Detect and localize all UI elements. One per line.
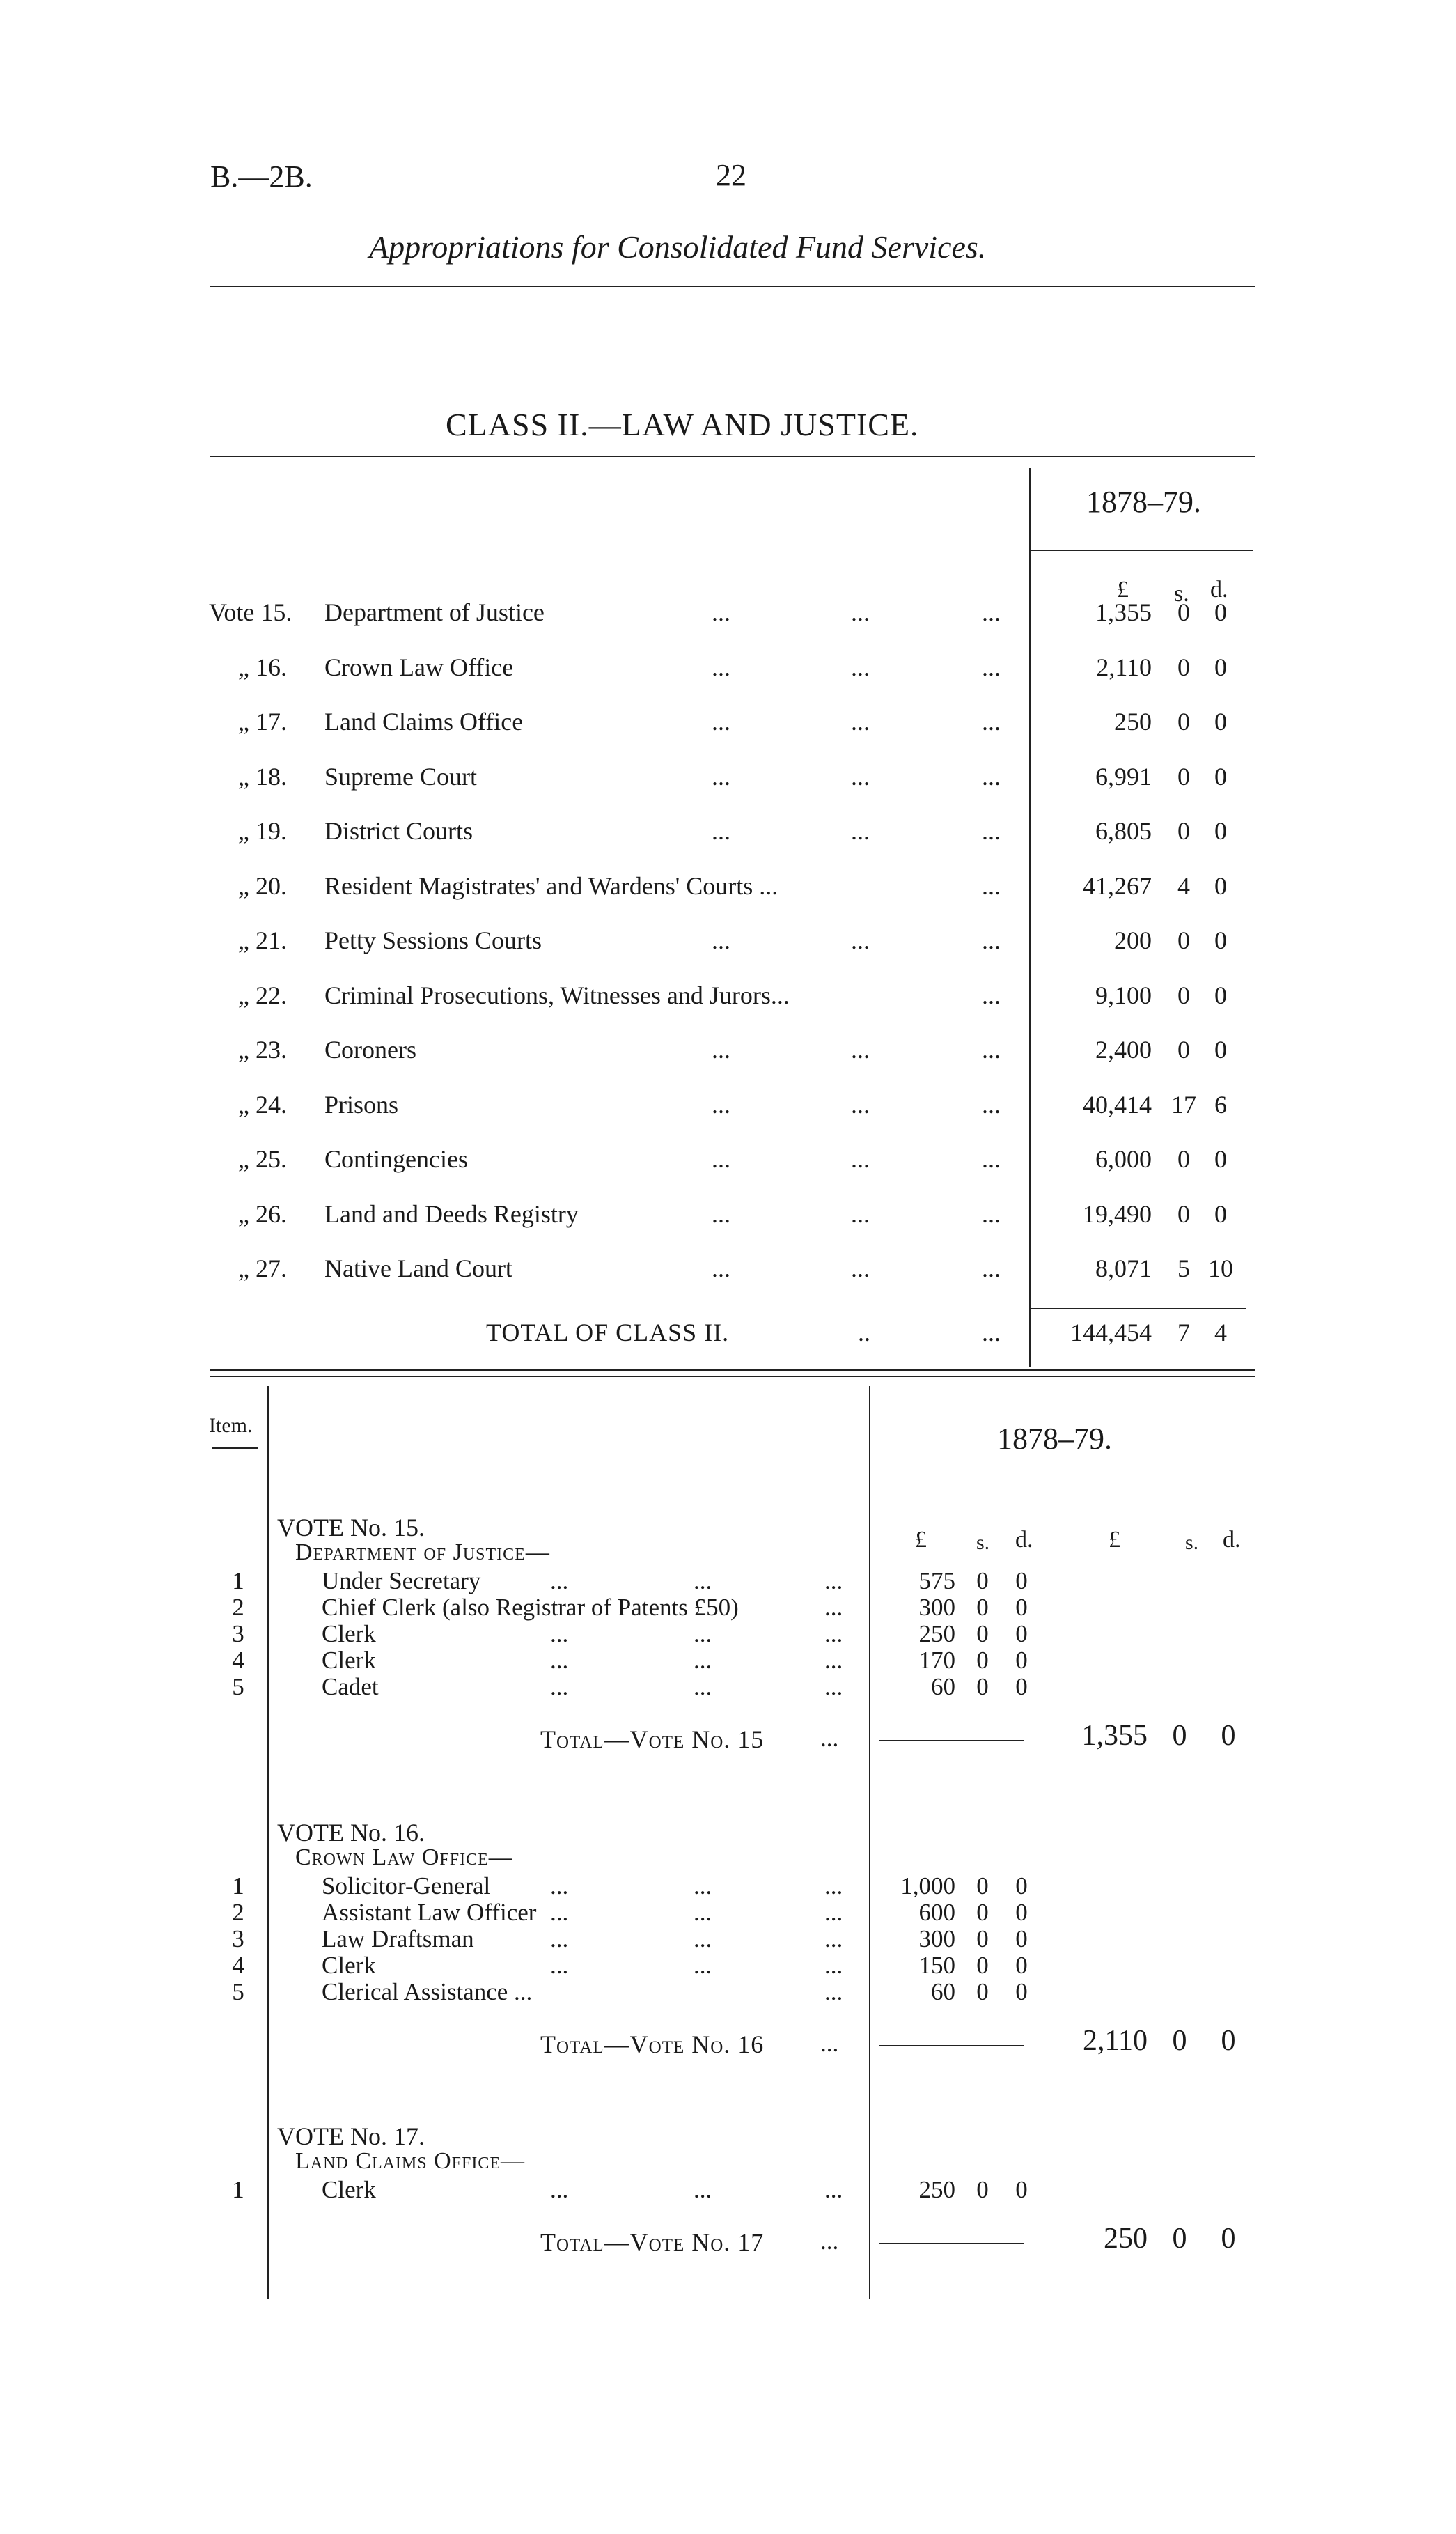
summary-unit-pounds: £ (1117, 577, 1129, 603)
item-pounds: 300 (918, 1594, 955, 1621)
summary-pounds: 9,100 (1095, 981, 1152, 1009)
item-shillings: 0 (976, 1925, 989, 1952)
vote-heading: VOTE No. 17. (277, 2122, 425, 2150)
item-dots: ... (824, 1872, 843, 1899)
item-shillings: 0 (976, 1952, 989, 1979)
summary-vote-label: „ 25. (238, 1145, 287, 1173)
summary-row (209, 1254, 1253, 1296)
summary-pence: 0 (1214, 1145, 1227, 1173)
item-dots: ... (824, 1620, 843, 1647)
detail-unit-shillings-b: s. (1185, 1531, 1199, 1554)
item-pence: 0 (1015, 1620, 1028, 1647)
summary-dots: ... (982, 1036, 1001, 1064)
item-pence: 0 (1015, 1925, 1028, 1952)
summary-vote-label: „ 17. (238, 708, 287, 736)
item-number: 1 (232, 1567, 244, 1594)
summary-year-rule (1031, 550, 1253, 551)
item-pounds: 1,000 (900, 1872, 955, 1899)
summary-vote-title: Supreme Court (324, 762, 477, 791)
summary-dots: ... (712, 1254, 730, 1282)
summary-top-rule (210, 456, 1255, 457)
summary-dots: ... (982, 981, 1001, 1009)
summary-pounds: 6,805 (1095, 817, 1152, 845)
vote-total-pence: 0 (1221, 2223, 1236, 2255)
detail-unit-shillings-a: s. (976, 1531, 990, 1554)
item-dots: ... (694, 1647, 712, 1674)
item-dots: ... (694, 1952, 712, 1979)
summary-vote-title: Petty Sessions Courts (324, 926, 542, 954)
summary-dots: ... (712, 708, 730, 736)
summary-dots: ... (712, 1090, 730, 1119)
summary-total-shillings: 7 (1177, 1319, 1190, 1346)
summary-dots: ... (851, 1199, 870, 1228)
summary-vote-title: Land Claims Office (324, 708, 524, 736)
item-description: Clerical Assistance ... (322, 1978, 533, 2005)
detail-unit-pounds-a: £ (915, 1527, 927, 1553)
item-pounds: 250 (918, 1620, 955, 1647)
summary-shillings: 0 (1177, 598, 1190, 626)
summary-pounds: 8,071 (1095, 1254, 1152, 1282)
item-description: Under Secretary (322, 1567, 481, 1594)
summary-dots: ... (712, 1199, 730, 1228)
item-dots: ... (824, 2176, 843, 2203)
summary-row (209, 871, 1253, 913)
summary-row (209, 1035, 1253, 1077)
summary-dots: ... (982, 1254, 1001, 1282)
item-pence: 0 (1015, 1899, 1028, 1926)
summary-vote-label: „ 20. (238, 871, 287, 900)
summary-shillings: 0 (1177, 1199, 1190, 1228)
item-pence: 0 (1015, 1647, 1028, 1674)
summary-dots: ... (851, 708, 870, 736)
item-pence: 0 (1015, 1952, 1028, 1979)
summary-vote-title: Prisons (324, 1090, 399, 1119)
summary-shillings: 0 (1177, 981, 1190, 1009)
summary-dots: ... (851, 926, 870, 954)
summary-shillings: 5 (1177, 1254, 1190, 1282)
vote-total-pence: 0 (1221, 1720, 1236, 1752)
item-number: 2 (232, 1899, 244, 1926)
item-shillings: 0 (976, 1594, 989, 1621)
item-dots: ... (824, 1925, 843, 1952)
summary-dots: ... (982, 762, 1001, 791)
item-shillings: 0 (976, 1872, 989, 1899)
detail-item-header-rule (212, 1447, 258, 1449)
summary-vote-label: Vote 15. (209, 598, 292, 626)
summary-row (209, 707, 1253, 749)
item-pence: 0 (1015, 1567, 1028, 1594)
summary-pence: 0 (1214, 817, 1227, 845)
document-reference: B.—2B. (210, 160, 313, 194)
vote-total-pounds: 2,110 (1083, 2025, 1148, 2057)
item-dots: ... (694, 1899, 712, 1926)
summary-row (209, 981, 1253, 1023)
item-dots: ... (550, 1647, 569, 1674)
summary-row (209, 598, 1253, 639)
item-shillings: 0 (976, 1899, 989, 1926)
summary-pence: 0 (1214, 653, 1227, 681)
item-description: Law Draftsman (322, 1925, 474, 1952)
item-number: 4 (232, 1647, 244, 1674)
item-number: 3 (232, 1620, 244, 1647)
summary-shillings: 0 (1177, 817, 1190, 845)
summary-row (209, 816, 1253, 858)
summary-vote-title: Resident Magistrates' and Wardens' Courts ... (324, 871, 778, 900)
summary-pounds: 200 (1114, 926, 1152, 954)
vote-department: Land Claims Office— (295, 2148, 526, 2174)
item-number: 1 (232, 2176, 244, 2203)
item-dots: ... (550, 1952, 569, 1979)
summary-dots: ... (851, 653, 870, 681)
item-dots: ... (550, 2176, 569, 2203)
vote-total-label: Total—Vote No. 16 (540, 2030, 765, 2058)
item-dots: ... (824, 1952, 843, 1979)
summary-dots: ... (851, 1090, 870, 1119)
summary-pounds: 40,414 (1083, 1090, 1152, 1119)
item-dots: ... (824, 1978, 843, 2005)
summary-pounds: 6,991 (1095, 762, 1152, 791)
summary-pence: 0 (1214, 762, 1227, 791)
summary-unit-pence: d. (1210, 577, 1228, 603)
summary-shillings: 0 (1177, 1036, 1190, 1064)
summary-total-dots-b: ... (982, 1319, 1001, 1346)
item-dots: ... (694, 1620, 712, 1647)
vote-department: Department of Justice— (295, 1539, 550, 1565)
summary-vote-label: „ 19. (238, 817, 287, 845)
item-dots: ... (550, 1673, 569, 1700)
item-dots: ... (550, 1925, 569, 1952)
item-pence: 0 (1015, 1594, 1028, 1621)
item-shillings: 0 (976, 1567, 989, 1594)
item-dots: ... (694, 1673, 712, 1700)
summary-dots: ... (712, 653, 730, 681)
summary-pence: 0 (1214, 871, 1227, 900)
vote-total-shillings: 0 (1172, 2025, 1187, 2057)
item-number: 2 (232, 1594, 244, 1621)
vote-total-dots: ... (820, 2030, 839, 2057)
vote-total-rule (879, 2243, 1024, 2244)
vote-department: Crown Law Office— (295, 1844, 513, 1870)
item-description: Assistant Law Officer (322, 1899, 537, 1926)
item-dots: ... (694, 1872, 712, 1899)
vote-total-label: Total—Vote No. 17 (540, 2228, 765, 2256)
vote-total-label: Total—Vote No. 15 (540, 1725, 765, 1753)
summary-pence: 6 (1214, 1090, 1227, 1119)
summary-dots: ... (851, 598, 870, 626)
summary-vote-label: „ 23. (238, 1036, 287, 1064)
summary-total-rule (1031, 1308, 1246, 1309)
summary-pounds: 2,400 (1095, 1036, 1152, 1064)
item-number: 1 (232, 1872, 244, 1899)
item-description: Chief Clerk (also Registrar of Patents £50) (322, 1594, 739, 1621)
item-description: Solicitor-General (322, 1872, 491, 1899)
summary-pence: 0 (1214, 1036, 1227, 1064)
vote-heading: VOTE No. 16. (277, 1819, 425, 1847)
detail-unit-pence-b: d. (1223, 1527, 1241, 1553)
item-shillings: 0 (976, 1647, 989, 1674)
item-dots: ... (550, 1899, 569, 1926)
vote-total-dots: ... (820, 1725, 839, 1752)
summary-vote-title: Department of Justice (324, 598, 545, 626)
item-description: Clerk (322, 1647, 376, 1674)
item-description: Clerk (322, 2176, 376, 2203)
summary-pence: 0 (1214, 598, 1227, 626)
summary-vote-title: Coroners (324, 1036, 416, 1064)
item-pence: 0 (1015, 1673, 1028, 1700)
summary-row (209, 762, 1253, 804)
item-shillings: 0 (976, 1673, 989, 1700)
summary-pence: 10 (1208, 1254, 1233, 1282)
item-pence: 0 (1015, 1872, 1028, 1899)
summary-vote-title: Native Land Court (324, 1254, 512, 1282)
summary-total-dots-a: .. (858, 1319, 870, 1346)
item-description: Clerk (322, 1620, 376, 1647)
summary-dots: ... (851, 1145, 870, 1173)
item-pounds: 600 (918, 1899, 955, 1926)
item-pence: 0 (1015, 1978, 1028, 2005)
summary-shillings: 0 (1177, 1145, 1190, 1173)
summary-dots: ... (851, 817, 870, 845)
vote-total-rule (879, 2045, 1024, 2046)
summary-dots: ... (982, 1145, 1001, 1173)
summary-pence: 0 (1214, 981, 1227, 1009)
summary-dots: ... (982, 871, 1001, 900)
item-description: Clerk (322, 1952, 376, 1979)
item-dots: ... (694, 1925, 712, 1952)
vote-total-rule (879, 1740, 1024, 1741)
vote-heading: VOTE No. 15. (277, 1514, 425, 1541)
item-pounds: 150 (918, 1952, 955, 1979)
summary-pounds: 250 (1114, 708, 1152, 736)
summary-total-pence: 4 (1214, 1319, 1227, 1346)
header-rule (210, 286, 1255, 287)
summary-row (209, 1090, 1253, 1132)
summary-pounds: 19,490 (1083, 1199, 1152, 1228)
item-pounds: 575 (918, 1567, 955, 1594)
item-description: Cadet (322, 1673, 379, 1700)
detail-unit-pounds-b: £ (1109, 1527, 1120, 1553)
item-dots: ... (550, 1567, 569, 1594)
summary-vote-title: Criminal Prosecutions, Witnesses and Jurors... (324, 981, 790, 1009)
item-pounds: 60 (931, 1673, 955, 1700)
vote-total-dots: ... (820, 2228, 839, 2255)
item-number: 5 (232, 1978, 244, 2005)
summary-dots: ... (712, 926, 730, 954)
item-dots: ... (824, 1567, 843, 1594)
item-dots: ... (550, 1872, 569, 1899)
summary-vote-label: „ 24. (238, 1090, 287, 1119)
summary-shillings: 0 (1177, 762, 1190, 791)
summary-dots: ... (712, 817, 730, 845)
summary-year: 1878–79. (1086, 485, 1201, 519)
item-dots: ... (550, 1620, 569, 1647)
item-dots: ... (824, 1899, 843, 1926)
summary-dots: ... (982, 1090, 1001, 1119)
section-double-rule-bottom (210, 1376, 1255, 1377)
summary-row (209, 653, 1253, 694)
item-dots: ... (824, 1647, 843, 1674)
summary-vote-title: Contingencies (324, 1145, 468, 1173)
summary-dots: ... (982, 653, 1001, 681)
summary-pounds: 1,355 (1095, 598, 1152, 626)
summary-vote-label: „ 21. (238, 926, 287, 954)
summary-vote-label: „ 22. (238, 981, 287, 1009)
page-subtitle: Appropriations for Consolidated Fund Services. (369, 229, 987, 265)
summary-pounds: 6,000 (1095, 1145, 1152, 1173)
summary-shillings: 0 (1177, 708, 1190, 736)
summary-vote-label: „ 18. (238, 762, 287, 791)
item-number: 4 (232, 1952, 244, 1979)
item-pounds: 300 (918, 1925, 955, 1952)
class-title: CLASS II.—LAW AND JUSTICE. (446, 407, 919, 442)
item-shillings: 0 (976, 1978, 989, 2005)
summary-dots: ... (982, 598, 1001, 626)
detail-item-column-rule (267, 1386, 269, 2299)
summary-vote-title: Land and Deeds Registry (324, 1199, 579, 1228)
vote-total-pounds: 1,355 (1081, 1720, 1148, 1752)
detail-amount-column-rule (869, 1386, 870, 2299)
summary-dots: ... (851, 762, 870, 791)
summary-vote-title: Crown Law Office (324, 653, 514, 681)
summary-dots: ... (982, 1199, 1001, 1228)
item-pounds: 170 (918, 1647, 955, 1674)
item-shillings: 0 (976, 2176, 989, 2203)
summary-vote-label: „ 16. (238, 653, 287, 681)
summary-total-label: TOTAL OF CLASS II. (486, 1319, 730, 1346)
summary-shillings: 0 (1177, 926, 1190, 954)
item-dots: ... (694, 1567, 712, 1594)
item-pounds: 60 (931, 1978, 955, 2005)
summary-pounds: 41,267 (1083, 871, 1152, 900)
vote-total-shillings: 0 (1172, 1720, 1187, 1752)
summary-dots: ... (982, 817, 1001, 845)
detail-year: 1878–79. (997, 1422, 1112, 1456)
summary-dots: ... (712, 598, 730, 626)
vote-total-shillings: 0 (1172, 2223, 1187, 2255)
summary-pounds: 2,110 (1096, 653, 1152, 681)
item-pence: 0 (1015, 2176, 1028, 2203)
summary-row (209, 1199, 1253, 1241)
item-number: 3 (232, 1925, 244, 1952)
summary-dots: ... (712, 1036, 730, 1064)
item-pounds: 250 (918, 2176, 955, 2203)
section-double-rule-top (210, 1369, 1255, 1371)
item-number: 5 (232, 1673, 244, 1700)
summary-shillings: 0 (1177, 653, 1190, 681)
summary-vote-title: District Courts (324, 817, 473, 845)
item-dots: ... (694, 2176, 712, 2203)
summary-dots: ... (712, 1145, 730, 1173)
summary-vote-label: „ 26. (238, 1199, 287, 1228)
item-dots: ... (824, 1594, 843, 1621)
item-dots: ... (824, 1673, 843, 1700)
vote-total-pence: 0 (1221, 2025, 1236, 2057)
summary-dots: ... (851, 1254, 870, 1282)
summary-pence: 0 (1214, 926, 1227, 954)
summary-dots: ... (712, 762, 730, 791)
detail-unit-pence-a: d. (1015, 1527, 1033, 1553)
summary-vote-label: „ 27. (238, 1254, 287, 1282)
summary-dots: ... (982, 708, 1001, 736)
vote-total-pounds: 250 (1104, 2223, 1148, 2255)
summary-shillings: 17 (1171, 1090, 1196, 1119)
item-shillings: 0 (976, 1620, 989, 1647)
summary-dots: ... (851, 1036, 870, 1064)
summary-pence: 0 (1214, 708, 1227, 736)
summary-unit-shillings: s. (1174, 581, 1189, 607)
summary-shillings: 4 (1177, 871, 1190, 900)
detail-item-header: Item. (209, 1414, 253, 1437)
summary-dots: ... (982, 926, 1001, 954)
summary-row (209, 1144, 1253, 1186)
summary-pence: 0 (1214, 1199, 1227, 1228)
page-number: 22 (716, 158, 746, 192)
summary-row (209, 926, 1253, 967)
summary-total-pounds: 144,454 (1070, 1319, 1152, 1346)
